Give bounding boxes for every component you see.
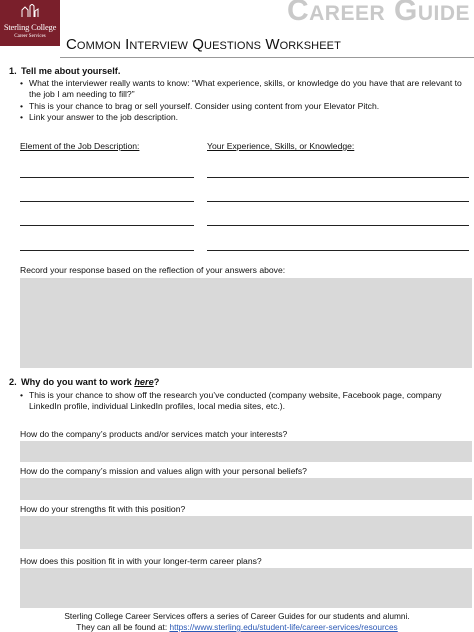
record-response-prompt: Record your response based on the reflection of your answers above: — [20, 265, 286, 275]
footer-line-2: They can all be found at: https://www.sterling.edu/student-life/career-services/resources — [76, 622, 398, 632]
list-item: • This is your chance to show off the research you’ve conducted (company website, Facebook page, company LinkedIn profile, individual LinkedIn profiles, local media sites, etc.). — [20, 390, 442, 412]
answer-line-right-3[interactable] — [207, 225, 469, 226]
resources-link[interactable]: https://www.sterling.edu/student-life/career-services/resources — [169, 622, 398, 632]
logo-name: Sterling College — [3, 22, 57, 32]
answer-box-career-plans[interactable] — [20, 568, 472, 608]
answer-line-right-2[interactable] — [207, 201, 469, 202]
section-1-number: 1. — [9, 66, 17, 76]
answer-box-mission[interactable] — [20, 478, 472, 500]
section-2-bullets — [20, 390, 468, 413]
list-item: • Link your answer to the job description. — [20, 111, 179, 122]
section-1-title: Tell me about yourself. — [21, 66, 121, 76]
list-item: • What the interviewer really wants to know: “What experience, skills, or knowledge do you have that are relevant to the job I am needing to fill?” — [20, 78, 462, 100]
list-item: • This is your chance to brag or sell yourself. Consider using content from your Elevator Pitch. — [20, 100, 380, 111]
section-1-heading — [9, 66, 120, 76]
sterling-college-logo — [0, 0, 60, 46]
answer-line-left-4[interactable] — [20, 250, 194, 251]
here-emphasis: here — [134, 377, 154, 387]
question-products: How do the company’s products and/or services match your interests? — [20, 429, 288, 439]
answer-line-left-3[interactable] — [20, 225, 194, 226]
response-box[interactable] — [20, 278, 472, 368]
question-mission: How do the company’s mission and values align with your personal beliefs? — [20, 466, 307, 476]
column-header-job-description: Element of the Job Description: — [20, 141, 140, 151]
answer-box-strengths[interactable] — [20, 516, 472, 549]
footer — [0, 611, 474, 632]
answer-line-left-1[interactable] — [20, 177, 194, 178]
answer-line-right-4[interactable] — [207, 250, 469, 251]
question-strengths: How do your strengths fit with this position? — [20, 504, 186, 514]
logo-subtitle: Career Services — [14, 34, 46, 39]
answer-line-right-1[interactable] — [207, 177, 469, 178]
section-1-bullets — [20, 78, 468, 123]
section-2-heading: 2. Why do you want to work here? — [9, 377, 160, 387]
title-bar — [60, 28, 474, 58]
footer-line-1: Sterling College Career Services offers a series of Career Guides for our students and alumni. — [64, 611, 410, 621]
career-guide-banner: Career Guide — [286, 0, 470, 27]
column-header-experience: Your Experience, Skills, or Knowledge: — [207, 141, 355, 151]
question-career-plans: How does this position fit in with your longer-term career plans? — [20, 556, 262, 566]
answer-line-left-2[interactable] — [20, 201, 194, 202]
page-title: Common Interview Questions Worksheet — [66, 36, 341, 53]
answer-box-products[interactable] — [20, 441, 472, 462]
college-seal-icon — [20, 4, 40, 18]
section-2-number: 2. — [9, 377, 17, 387]
